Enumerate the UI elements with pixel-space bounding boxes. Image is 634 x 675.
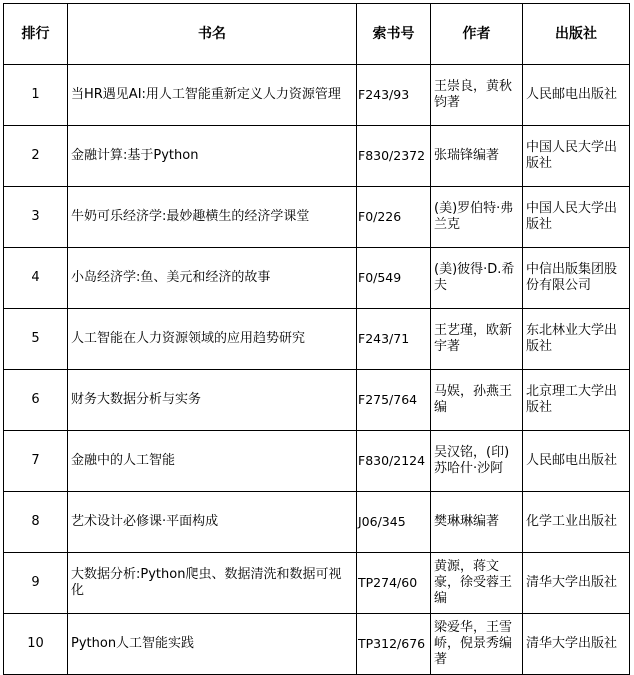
cell-title: 大数据分析:Python爬虫、数据清洗和数据可视化 xyxy=(68,553,357,614)
table-row xyxy=(4,492,630,553)
cell-call-number: TP274/60 xyxy=(357,553,431,614)
table-row xyxy=(4,431,630,492)
cell-publisher: 清华大学出版社 xyxy=(523,614,630,675)
cell-call-number: F243/71 xyxy=(357,309,431,370)
cell-publisher: 东北林业大学出版社 xyxy=(523,309,630,370)
cell-author: 马娱，孙燕王编 xyxy=(431,370,523,431)
table-row xyxy=(4,65,630,126)
cell-call-number: F830/2372 xyxy=(357,126,431,187)
cell-call-number: F0/226 xyxy=(357,187,431,248)
cell-title: 人工智能在人力资源领域的应用趋势研究 xyxy=(68,309,357,370)
cell-author: 王崇良，黄秋钧著 xyxy=(431,65,523,126)
cell-rank: 3 xyxy=(4,187,68,248)
table-row xyxy=(4,248,630,309)
cell-rank: 8 xyxy=(4,492,68,553)
table-row xyxy=(4,187,630,248)
header-title: 书名 xyxy=(68,4,357,65)
cell-title: 当HR遇见AI:用人工智能重新定义人力资源管理 xyxy=(68,65,357,126)
cell-publisher: 中国人民大学出版社 xyxy=(523,126,630,187)
cell-publisher: 化学工业出版社 xyxy=(523,492,630,553)
cell-call-number: TP312/676 xyxy=(357,614,431,675)
cell-publisher: 清华大学出版社 xyxy=(523,553,630,614)
cell-rank: 10 xyxy=(4,614,68,675)
cell-title: 牛奶可乐经济学:最妙趣横生的经济学课堂 xyxy=(68,187,357,248)
cell-author: 樊琳琳编著 xyxy=(431,492,523,553)
cell-author: 张瑞锋编著 xyxy=(431,126,523,187)
header-call-number: 索书号 xyxy=(357,4,431,65)
ranking-table-container xyxy=(3,3,630,675)
table-row xyxy=(4,126,630,187)
table-row xyxy=(4,309,630,370)
cell-rank: 2 xyxy=(4,126,68,187)
cell-publisher: 北京理工大学出版社 xyxy=(523,370,630,431)
cell-rank: 1 xyxy=(4,65,68,126)
cell-publisher: 中国人民大学出版社 xyxy=(523,187,630,248)
cell-title: 小岛经济学:鱼、美元和经济的故事 xyxy=(68,248,357,309)
cell-rank: 9 xyxy=(4,553,68,614)
cell-rank: 4 xyxy=(4,248,68,309)
cell-author: 黄源，蒋文豪，徐受蓉王编 xyxy=(431,553,523,614)
table-header-row xyxy=(4,4,630,65)
cell-rank: 6 xyxy=(4,370,68,431)
cell-author: (美)罗伯特·弗兰克 xyxy=(431,187,523,248)
cell-call-number: F243/93 xyxy=(357,65,431,126)
cell-title: 金融中的人工智能 xyxy=(68,431,357,492)
cell-author: 吴汉铭，(印)苏哈什·沙阿 xyxy=(431,431,523,492)
cell-publisher: 人民邮电出版社 xyxy=(523,65,630,126)
cell-title: 财务大数据分析与实务 xyxy=(68,370,357,431)
header-author: 作者 xyxy=(431,4,523,65)
cell-author: (美)彼得·D.希夫 xyxy=(431,248,523,309)
cell-title: Python人工智能实践 xyxy=(68,614,357,675)
cell-call-number: F0/549 xyxy=(357,248,431,309)
cell-rank: 7 xyxy=(4,431,68,492)
table-row xyxy=(4,614,630,675)
cell-call-number: F830/2124 xyxy=(357,431,431,492)
header-rank: 排行 xyxy=(4,4,68,65)
table-row xyxy=(4,553,630,614)
cell-title: 艺术设计必修课·平面构成 xyxy=(68,492,357,553)
header-publisher: 出版社 xyxy=(523,4,630,65)
cell-call-number: J06/345 xyxy=(357,492,431,553)
cell-publisher: 人民邮电出版社 xyxy=(523,431,630,492)
book-ranking-table xyxy=(3,3,630,675)
cell-rank: 5 xyxy=(4,309,68,370)
cell-title: 金融计算:基于Python xyxy=(68,126,357,187)
cell-publisher: 中信出版集团股份有限公司 xyxy=(523,248,630,309)
table-row xyxy=(4,370,630,431)
cell-author: 王艺瑾，欧新宇著 xyxy=(431,309,523,370)
cell-call-number: F275/764 xyxy=(357,370,431,431)
cell-author: 梁爱华，王雪峤，倪景秀编著 xyxy=(431,614,523,675)
